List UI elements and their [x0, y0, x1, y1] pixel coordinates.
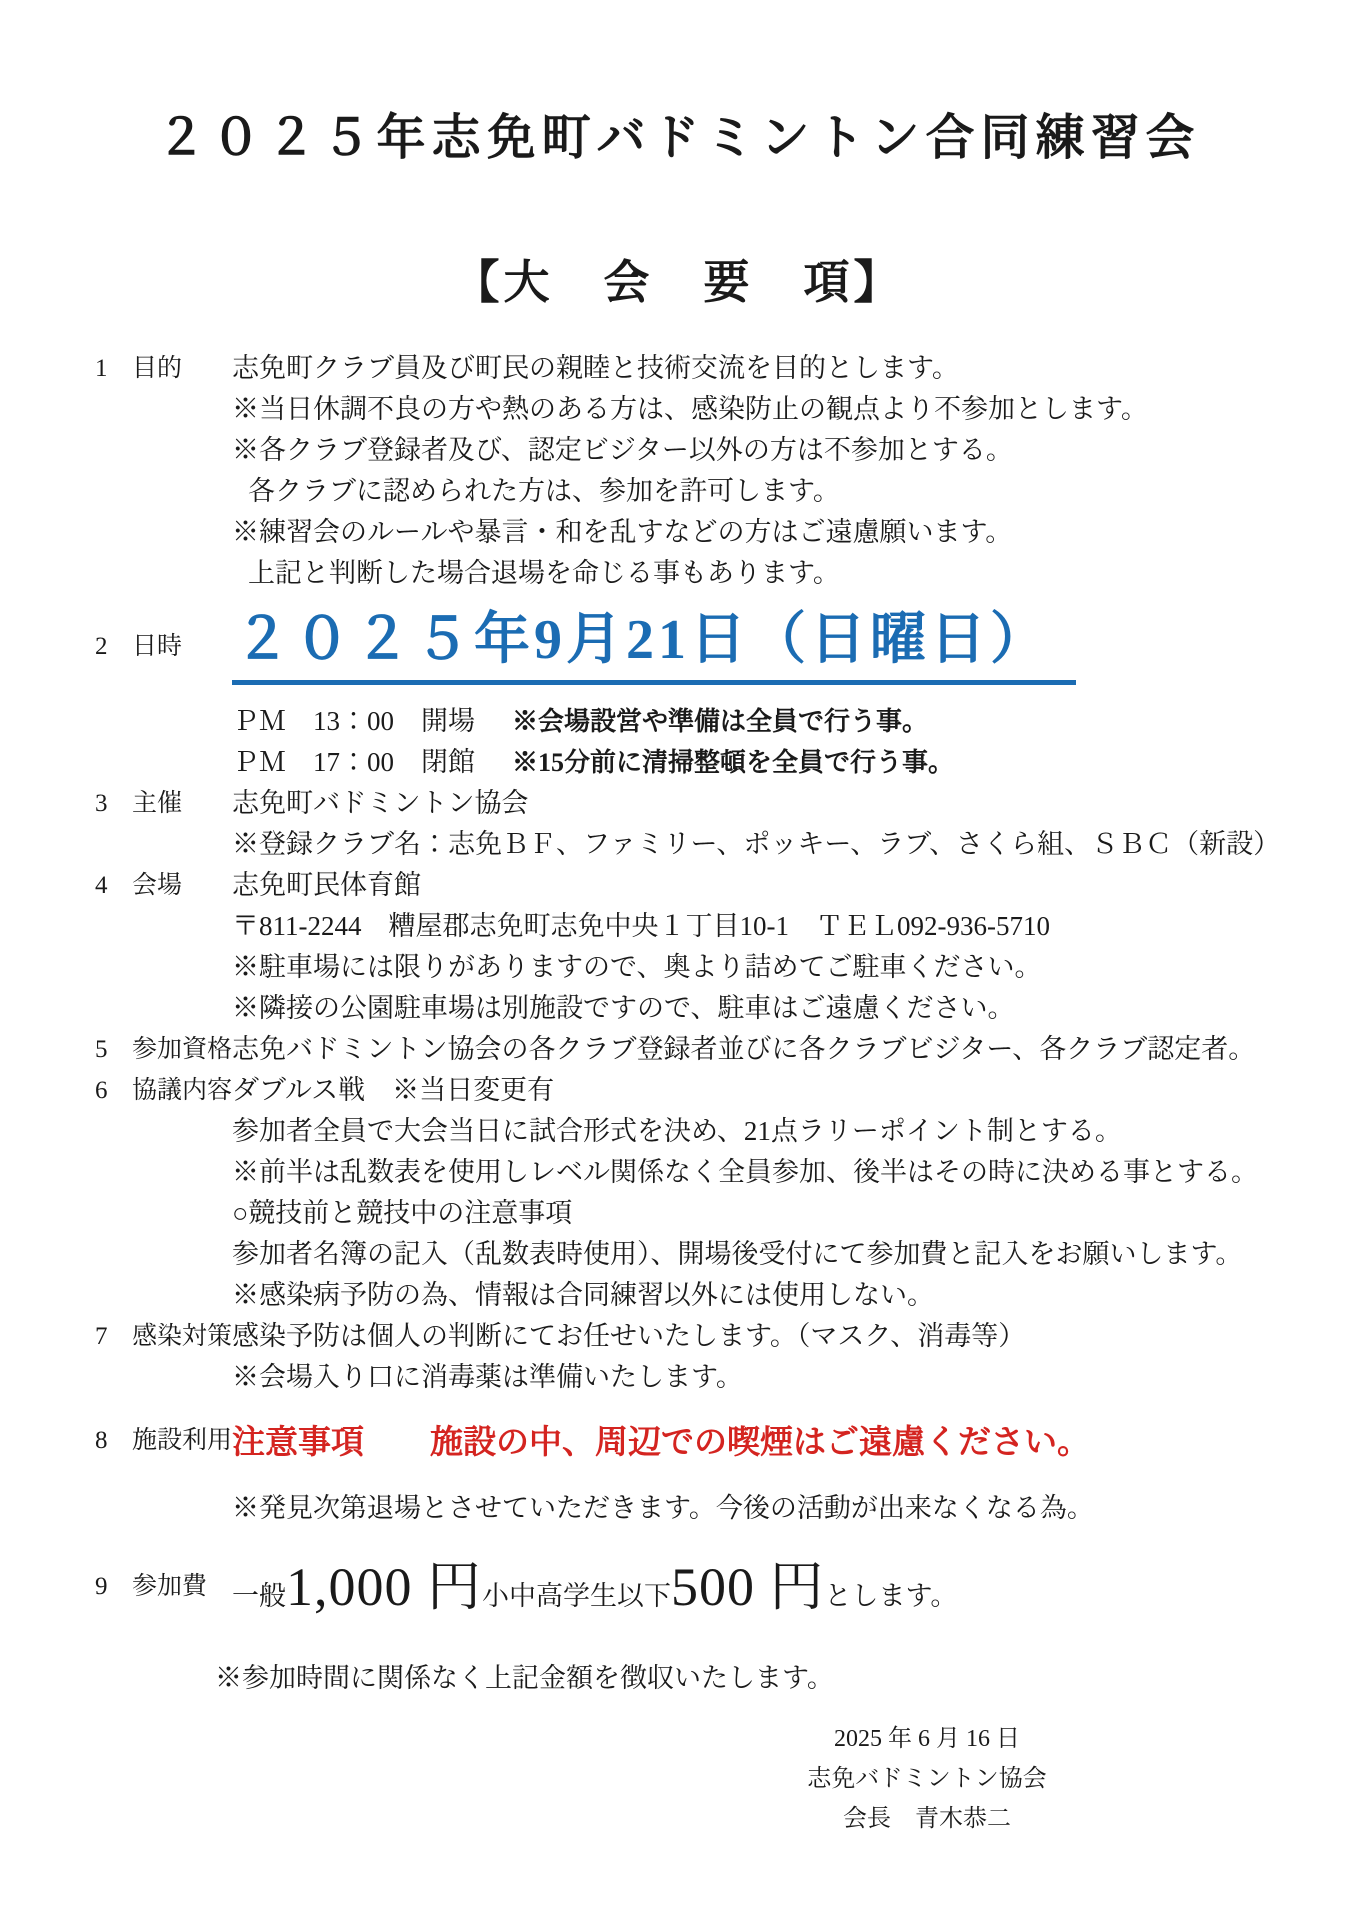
section-content — [232, 608, 1357, 685]
section-content — [232, 1488, 1357, 1529]
section-facility — [0, 1420, 1357, 1466]
section-content — [232, 1420, 1357, 1466]
section-label: 目的 — [132, 354, 183, 382]
footer-association: 志免バドミントン協会 — [807, 1766, 1047, 1793]
section-number: 4 — [95, 872, 108, 900]
document-footer — [747, 1719, 1107, 1839]
section-number: 5 — [95, 1036, 108, 1064]
format-line: 参加者名簿の記入（乱数表時使用）、開場後受付にて参加費と記入をお願いします。 — [232, 1239, 1243, 1270]
purpose-line: 上記と判断した場合退場を命じる事もあります。 — [248, 557, 840, 588]
section-label: 感染対策 — [132, 1323, 233, 1351]
section-venue — [0, 865, 1357, 1029]
section-fee — [0, 1551, 1357, 1632]
section-number: 6 — [95, 1077, 108, 1105]
page-title: ２０２５年志免町バドミントン合同練習会 — [156, 110, 1201, 165]
fee-note: ※参加時間に関係なく上記金額を徴収いたします。 — [215, 1663, 834, 1694]
open-time: ＰＭ 13：00 開場 — [232, 706, 475, 737]
fee-middle-label: 小中高学生以下 — [482, 1581, 671, 1612]
section-content — [232, 348, 1357, 594]
venue-address: 〒811-2244 糟屋郡志免町志免中央１丁目10-1 ＴＥＬ092-936-5710 — [232, 911, 1050, 942]
section-label: 協議内容 — [132, 1077, 233, 1105]
fee-content — [232, 1551, 1357, 1632]
format-line: ダブルス戦 ※当日変更有 — [232, 1075, 555, 1106]
purpose-line: 各クラブに認められた方は、参加を許可します。 — [248, 475, 840, 506]
organizer-line: ※登録クラブ名：志免ＢＦ、ファミリー、ポッキー、ラブ、さくら組、ＳＢＣ（新設） — [232, 829, 1281, 860]
section-content — [232, 1070, 1357, 1316]
event-date: ２０２５年9月21日（日曜日） — [232, 608, 1076, 685]
section-number: 8 — [95, 1427, 108, 1455]
section-label: 参加費 — [132, 1573, 208, 1601]
section-content — [232, 865, 1357, 1029]
document-body — [0, 348, 1357, 1839]
footer-date: 2025 年 6 月 16 日 — [834, 1726, 1020, 1753]
section-number: 7 — [95, 1323, 108, 1351]
fee-prefix: 一般 — [232, 1581, 286, 1612]
venue-note: ※隣接の公園駐車場は別施設ですので、駐車はご遠慮ください。 — [232, 993, 1015, 1024]
format-line: 参加者全員で大会当日に試合形式を決め、21点ラリーポイント制とする。 — [232, 1116, 1122, 1147]
purpose-line: ※練習会のルールや暴言・和を乱すなどの方はご遠慮願います。 — [232, 516, 1013, 547]
section-label: 主催 — [132, 790, 183, 818]
no-smoking-warning: 注意事項 施設の中、周辺での喫煙はご遠慮ください。 — [232, 1425, 1090, 1462]
format-line: ○競技前と競技中の注意事項 — [232, 1198, 573, 1229]
section-infection — [0, 1316, 1357, 1398]
schedule-block — [0, 701, 1357, 783]
section-label: 施設利用 — [132, 1427, 233, 1455]
page-subtitle: 【大 会 要 項】 — [453, 257, 904, 309]
facility-note: ※発見次第退場とさせていただきます。今後の活動が出来なくなる為。 — [232, 1493, 1094, 1524]
section-label: 会場 — [132, 872, 183, 900]
section-number: 1 — [95, 354, 108, 382]
section-number: 2 — [95, 632, 108, 660]
purpose-line: 志免町クラブ員及び町民の親睦と技術交流を目的とします。 — [232, 352, 959, 383]
format-line: ※前半は乱数表を使用しレベル関係なく全員参加、後半はその時に決める事とする。 — [232, 1157, 1258, 1188]
venue-line: 志免町民体育館 — [232, 870, 421, 901]
section-content — [232, 1316, 1357, 1398]
facility-note-row — [0, 1488, 1357, 1529]
fee-general-amount: 1,000 円 — [286, 1557, 482, 1618]
close-note: ※15分前に清掃整頓を全員で行う事。 — [512, 748, 955, 778]
schedule-row-open — [0, 701, 1357, 742]
section-content — [232, 1029, 1357, 1070]
section-label: 日時 — [132, 632, 183, 660]
fee-suffix: とします。 — [824, 1581, 958, 1612]
footer-president: 会長 青木恭二 — [843, 1806, 1011, 1833]
infection-line: 感染予防は個人の判断にてお任せいたします。（マスク、消毒等） — [232, 1321, 1026, 1352]
section-format — [0, 1070, 1357, 1316]
venue-note: ※駐車場には限りがありますので、奥より詰めてご駐車ください。 — [232, 952, 1042, 983]
section-datetime — [0, 608, 1357, 685]
section-purpose — [0, 348, 1357, 594]
section-organizer — [0, 783, 1357, 865]
eligibility-line: 志免バドミントン協会の各クラブ登録者並びに各クラブビジター、各クラブ認定者。 — [232, 1034, 1256, 1065]
section-number: 3 — [95, 790, 108, 818]
schedule-row-close — [0, 742, 1357, 783]
section-number: 9 — [95, 1573, 108, 1601]
purpose-line: ※各クラブ登録者及び、認定ビジター以外の方は不参加とする。 — [232, 434, 1013, 465]
section-label: 参加資格 — [132, 1036, 233, 1064]
organizer-line: 志免町バドミントン協会 — [232, 788, 529, 819]
purpose-line: ※当日休調不良の方や熱のある方は、感染防止の観点より不参加とします。 — [232, 393, 1148, 424]
format-line: ※感染病予防の為、情報は合同練習以外には使用しない。 — [232, 1280, 934, 1311]
close-time: ＰＭ 17：00 閉館 — [232, 747, 475, 778]
fee-student-amount: 500 円 — [671, 1557, 825, 1618]
infection-line: ※会場入り口に消毒薬は準備いたします。 — [232, 1362, 743, 1393]
section-content — [232, 783, 1357, 865]
section-eligibility — [0, 1029, 1357, 1070]
open-note: ※会場設営や準備は全員で行う事。 — [512, 707, 929, 737]
